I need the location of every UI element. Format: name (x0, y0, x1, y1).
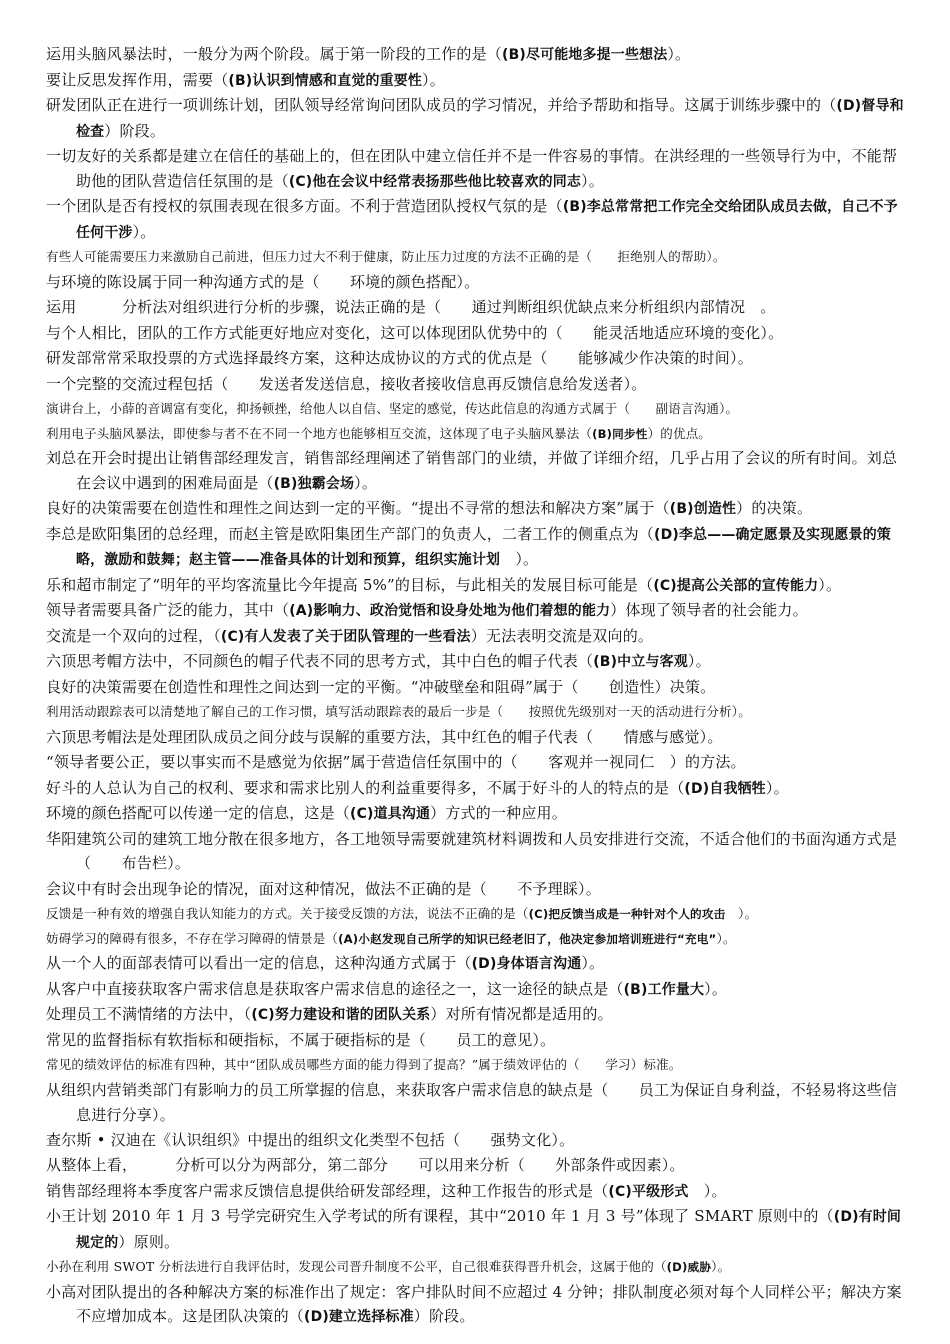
question-text: 华阳建筑公司的建筑工地分散在很多地方，各工地领导需要就建筑材料调拨和人员安排进行交流，不适合他们的书面沟通方式是（ (46, 829, 898, 872)
question-line (46, 624, 910, 650)
question-text: “领导者要公正，要以事实而不是感觉为依据”属于营造信任氛围中的（ (46, 753, 518, 771)
question-tail: ）的优点。 (647, 425, 712, 441)
question-tail: ）阶段。 (413, 1307, 475, 1325)
question-tail: ）体现了领导者的社会能力。 (610, 601, 808, 619)
question-tail: 能够减少作决策的时间）。 (547, 349, 753, 367)
question-text: 运用头脑风暴法时，一般分为两个阶段。属于第一阶段的工作的是（ (46, 45, 503, 63)
question-tail: 拒绝别人的帮助）。 (592, 249, 726, 264)
question-text: 销售部经理将本季度客户需求反馈信息提供给研发部经理，这种工作报告的形式是（ (46, 1181, 609, 1200)
answer-text: (B)李总常常把工作完全交给团队成员去做，自己不予任何干涉 (76, 199, 898, 241)
answer-text: (B)中立与客观 (593, 654, 688, 670)
question-line (46, 245, 910, 270)
question-text: 李总是欧阳集团的总经理，而赵主管是欧阳集团生产部门的负责人，二者工作的侧重点为（ (46, 524, 655, 543)
question-tail: 能灵活地适应环境的变化）。 (562, 323, 784, 342)
question-tail: 强势文化）。 (460, 1130, 575, 1149)
question-text: 有些人可能需要压力来激励自己前进，但压力过大不利于健康，防止压力过度的方法不正确的是（ (46, 249, 593, 264)
answer-text: (D)有时间规定的 (76, 1209, 902, 1251)
question-text: 从整体上看， 分析可以分为两部分，第二部分 可以用来分析（ (46, 1156, 525, 1174)
answer-text: (D)督导和检查 (76, 98, 904, 140)
question-line (46, 700, 910, 725)
question-line (46, 194, 910, 245)
question-tail: 创造性）决策。 (578, 677, 716, 696)
question-text: 从客户中直接获取客户需求信息是获取客户需求信息的途径之一，这一途径的缺点是（ (46, 979, 624, 998)
question-text: 交流是一个双向的过程，（ (46, 626, 221, 645)
question-line (46, 927, 910, 952)
question-line (46, 397, 910, 422)
question-text: 从一个人的面部表情可以看出一定的信息，这种沟通方式属于（ (46, 954, 472, 972)
question-tail: ）。 (725, 906, 758, 921)
question-text: 良好的决策需要在创造性和理性之间达到一定的平衡。“提出不寻常的想法和解决方案”属于（ (46, 499, 670, 517)
question-line (46, 725, 910, 751)
question-tail: 按照优先级别对一天的活动进行分析）。 (503, 704, 751, 719)
answer-text: (C)有人发表了关于团队管理的一些看法 (220, 628, 471, 645)
question-line (46, 977, 910, 1003)
answer-text: (B)独霸会场 (273, 475, 355, 492)
question-line (46, 951, 910, 977)
answer-text: (D)威胁 (666, 1260, 712, 1274)
question-line (46, 144, 910, 194)
question-line (46, 446, 910, 496)
question-tail: ）。 (688, 1181, 727, 1200)
question-line (46, 801, 910, 827)
question-tail: ）。 (818, 575, 842, 594)
question-tail: ）。 (500, 550, 539, 568)
answer-text: (A)影响力、政治觉悟和设身处地为他们着想的能力 (289, 603, 611, 619)
question-tail: ）原则。 (118, 1232, 180, 1251)
question-tail: 员工为保证自身利益，不轻易将这些信息进行分享）。 (76, 1080, 898, 1124)
question-text: 好斗的人总认为自己的权利、要求和需求比别人的利益重要得多，不属于好斗的人的特点的是（ (46, 778, 685, 797)
question-line (46, 270, 910, 296)
answer-text: (B)创造性 (669, 501, 737, 517)
question-text: 一个完整的交流过程包括（ (46, 374, 229, 393)
question-tail: 环境的颜色搭配）。 (319, 272, 480, 291)
question-line (46, 1002, 910, 1028)
question-line (46, 93, 910, 144)
answer-text: (C)道具沟通 (350, 806, 431, 822)
question-line (46, 1204, 910, 1255)
question-text: 研发团队正在进行一项训练计划，团队领导经常询问团队成员的学习情况，并给予帮助和指导。这属于训练步骤中的（ (46, 96, 837, 114)
question-tail: ）。 (765, 778, 789, 797)
question-text: 一个团队是否有授权的氛围表现在很多方面。不利于营造团队授权气氛的是（ (46, 197, 563, 215)
answer-text: (C)平级形式 (608, 1183, 689, 1200)
question-text: 研发部常常采取投票的方式选择最终方案，这种达成协议的方式的优点是（ (46, 349, 548, 367)
question-text: 常见的监督指标有软指标和硬指标，不属于硬指标的是（ (46, 1030, 427, 1049)
answer-text: (C)把反馈当成是一种针对个人的攻击 (528, 907, 726, 921)
question-tail: 情感与感觉）。 (593, 727, 723, 746)
question-text: 领导者需要具备广泛的能力，其中（ (46, 601, 290, 619)
question-line (46, 877, 910, 903)
question-tail: ）。 (581, 954, 605, 972)
question-text: 小王计划 2010 年 1 月 3 号学完研究生入学考试的所有课程，其中“2010 年 1 月 3 号”体现了 SMART 原则中的（ (46, 1207, 834, 1225)
question-tail: 布告栏）。 (91, 854, 191, 872)
question-line (46, 522, 910, 573)
question-text: 运用 分析法对组织进行分析的步骤，说法正确的是（ (46, 298, 442, 316)
question-line (46, 1053, 910, 1078)
answer-text: (D)身体语言沟通 (471, 956, 582, 972)
answer-text: (D)李总——确定愿景及实现愿景的策略，激励和鼓舞；赵主管——准备具体的计划和预算，组织实施计划 (76, 526, 891, 568)
question-line (46, 321, 910, 347)
answer-text: (C)他在会议中经常表扬那些他比较喜欢的同志 (288, 173, 581, 190)
question-line (46, 496, 910, 522)
answer-text: (D)自我牺牲 (684, 780, 766, 797)
question-text: 利用活动跟踪表可以清楚地了解自己的工作习惯，填写活动跟踪表的最后一步是（ (46, 704, 504, 719)
question-line (46, 68, 910, 94)
question-line (46, 346, 910, 372)
question-tail: 学习）标准。 (579, 1057, 682, 1072)
answer-text: (B)工作量大 (623, 981, 705, 998)
question-text: 良好的决策需要在创造性和理性之间达到一定的平衡。“冲破壁垒和阻碍”属于（ (46, 677, 579, 696)
question-line (46, 902, 910, 927)
question-tail: ）。 (716, 930, 736, 946)
question-tail: ）。 (704, 979, 728, 998)
question-line (46, 1280, 910, 1330)
question-text: 六顶思考帽法是处理团队成员之间分歧与误解的重要方法，其中红色的帽子代表（ (46, 727, 594, 746)
question-text: 要让反思发挥作用，需要（ (46, 70, 229, 89)
question-tail: 外部条件或因素）。 (524, 1156, 685, 1174)
question-tail: ）。 (354, 473, 378, 492)
question-line (46, 422, 910, 447)
question-text: 一切友好的关系都是建立在信任的基础上的，但在团队中建立信任并不是一件容易的事情。在洪经理的一些领导行为中，不能帮助他的团队营造信任氛围的是（ (46, 147, 898, 190)
question-line (46, 573, 910, 599)
question-tail: 副语言沟通）。 (630, 401, 739, 416)
question-line (46, 1028, 910, 1054)
question-text: 查尔斯 • 汉迪在《认识组织》中提出的组织文化类型不包括（ (46, 1130, 461, 1149)
answer-text: (C)提高公关部的宣传能力 (653, 577, 819, 594)
question-line (46, 598, 910, 624)
question-text: 与个人相比，团队的工作方式能更好地应对变化，这可以体现团队优势中的（ (46, 323, 563, 342)
question-tail: ）。 (581, 171, 604, 190)
answer-text: (B)同步性 (592, 426, 648, 441)
question-tail: ）。 (711, 1259, 731, 1274)
question-line (46, 295, 910, 321)
question-line (46, 675, 910, 701)
question-text: 乐和超市制定了“明年的平均客流量比今年提高 5%”的目标，与此相关的发展目标可能是（ (46, 575, 654, 594)
question-tail: 客观并一视同仁 ）的方法。 (517, 753, 746, 771)
question-text: 小高对团队提出的各种解决方案的标准作出了规定：客户排队时间不应超过 4 分钟；排队制度必须对每个人同样公平；解决方案不应增加成本。这是团队决策的（ (46, 1282, 902, 1325)
question-text: 演讲台上，小薛的音调富有变化，抑扬顿挫，给他人以自信、坚定的感觉，传达此信息的沟通方式属于（ (46, 401, 631, 416)
question-line (46, 649, 910, 675)
question-text: 会议中有时会出现争论的情况，面对这种情况，做法不正确的是（ (46, 879, 487, 898)
document-page (46, 42, 910, 1330)
question-tail: ）对所有情况都是适用的。 (430, 1005, 613, 1023)
question-text: 环境的颜色搭配可以传递一定的信息，这是（ (46, 804, 351, 822)
question-text: 六顶思考帽方法中，不同颜色的帽子代表不同的思考方式，其中白色的帽子代表（ (46, 652, 594, 670)
question-text: 与环境的陈设属于同一种沟通方式的是（ (46, 272, 320, 291)
question-tail: 员工的意见）。 (426, 1030, 556, 1049)
question-text: 处理员工不满情绪的方法中，（ (46, 1005, 252, 1023)
question-tail: ）无法表明交流是双向的。 (470, 626, 654, 645)
question-text: 刘总在开会时提出让销售部经理发言，销售部经理阐述了销售部门的业绩，并做了详细介绍，几乎占用了会议的所有时间。刘总在会议中遇到的困难局面是（ (46, 449, 898, 492)
question-text: 反馈是一种有效的增强自我认知能力的方式。关于接受反馈的方法，说法不正确的是（ (46, 906, 529, 921)
question-tail: ）阶段。 (104, 121, 166, 140)
question-tail: 通过判断组织优缺点来分析组织内部情况 。 (441, 298, 776, 316)
answer-text: (B)尽可能地多提一些想法 (502, 47, 668, 63)
question-tail: 发送者发送信息，接收者接收信息再反馈信息给发送者）。 (228, 374, 647, 393)
question-line (46, 1153, 910, 1179)
question-line (46, 372, 910, 398)
question-tail: ）方式的一种应用。 (430, 804, 567, 822)
question-line (46, 1078, 910, 1128)
question-line (46, 827, 910, 877)
question-tail: ）。 (422, 70, 445, 89)
question-line (46, 42, 910, 68)
question-text: 常见的绩效评估的标准有四种，其中“团队成员哪些方面的能力得到了提高？”属于绩效评估的（ (46, 1057, 580, 1072)
question-line (46, 776, 910, 802)
question-tail: ）的决策。 (736, 499, 813, 517)
question-line (46, 1128, 910, 1154)
question-tail: ）。 (687, 652, 711, 670)
question-text: 小孙在利用 SWOT 分析法进行自我评估时，发现公司晋升制度不公平，自己很难获得晋升机会，这属于他的（ (46, 1259, 667, 1274)
question-text: 利用电子头脑风暴法，即使参与者不在不同一个地方也能够相互交流，这体现了电子头脑风暴法（ (46, 425, 593, 441)
question-line (46, 1255, 910, 1280)
question-line (46, 750, 910, 776)
answer-text: (A)小赵发现自己所学的知识已经老旧了，他决定参加培训班进行“充电” (338, 931, 717, 946)
question-text: 妨碍学习的障碍有很多，不存在学习障碍的情景是（ (46, 930, 339, 946)
answer-text: (B)认识到情感和直觉的重要性 (228, 72, 423, 89)
answer-text: (D)建立选择标准 (304, 1309, 414, 1325)
question-tail: 不予理睬）。 (486, 879, 601, 898)
question-line (46, 1179, 910, 1205)
answer-text: (C)努力建设和谐的团队关系 (251, 1007, 431, 1023)
question-tail: ）。 (667, 45, 691, 63)
question-tail: ）。 (132, 222, 156, 241)
question-text: 从组织内营销类部门有影响力的员工所掌握的信息，来获取客户需求信息的缺点是（ (46, 1080, 609, 1099)
